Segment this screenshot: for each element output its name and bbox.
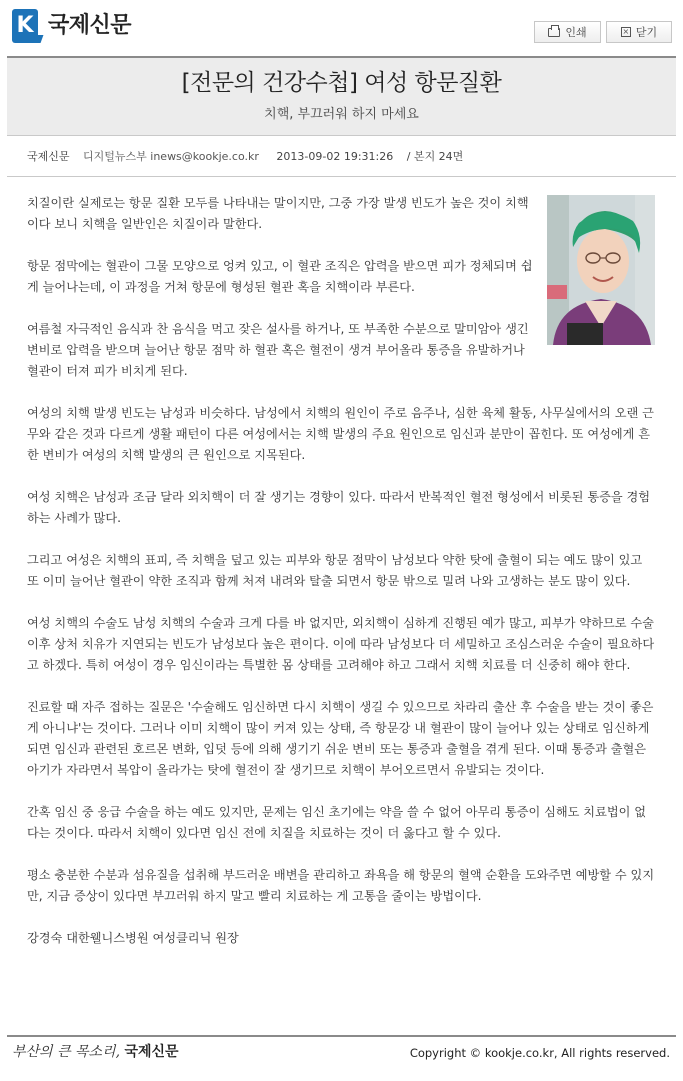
article-body xyxy=(27,193,657,970)
footer-divider xyxy=(7,1035,676,1037)
print-button[interactable] xyxy=(534,21,601,43)
paragraph: 여성 치핵의 수술도 남성 치핵의 수술과 크게 다를 바 없지만, 외치핵이 심하게 진행된 예가 많고, 피부가 약하므로 수술 이후 상처 치유가 지연되는 빈도가 남성보다 높은 편이다. 이에 따라 남성보다 더 세밀하고 조심스러운 수술이 필요하다고 하겠다. 특히 여성이 경우 임신이라는 특별한 몸 상태를 고려해야 하고 그래서 치핵 치료를 더 신중히 해야 한다. xyxy=(27,616,655,672)
title-box xyxy=(7,56,676,136)
paragraph: 여성 치핵은 남성과 조금 달라 외치핵이 더 잘 생기는 경향이 있다. 따라서 반복적인 혈전 형성에서 비롯된 통증을 경험하는 사례가 많다. xyxy=(27,490,651,525)
byline-source: 국제신문 xyxy=(27,150,70,163)
footer-brand: 국제신문 xyxy=(124,1044,179,1060)
paragraph: 항문 점막에는 혈관이 그물 모양으로 엉켜 있고, 이 혈관 조직은 압력을 받으면 피가 정체되며 쉽게 늘어나는데, 이 과정을 거쳐 항문에 형성된 혈관 혹을 치핵이라 부른다. xyxy=(27,259,533,294)
logo-letter: K xyxy=(16,13,34,38)
close-button[interactable] xyxy=(606,21,672,43)
paragraph: 평소 충분한 수분과 섬유질을 섭취해 부드러운 배변을 관리하고 좌욕을 해 항문의 혈액 순환을 도와주면 예방할 수 있지만, 지금 증상이 있다면 부끄러워 하지 말고 빨리 치료하는 게 고통을 줄이는 방법이다. xyxy=(27,868,655,903)
byline-page: / 본지 24면 xyxy=(406,150,464,163)
logo[interactable] xyxy=(12,9,131,43)
article-title: [전문의 건강수첩] 여성 항문질환 xyxy=(181,70,502,96)
logo-mark xyxy=(12,9,38,43)
author-signature: 강경숙 대한웰니스병원 여성클리닉 원장 xyxy=(27,931,239,945)
print-label: 인쇄 xyxy=(565,26,587,39)
paragraph: 진료할 때 자주 접하는 질문은 '수술해도 임신하면 다시 치핵이 생길 수 있으므로 차라리 출산 후 수술을 받는 것이 좋은 게 아니냐'는 것이다. 그러나 이미 치핵이 많이 커져 있는 상태, 즉 항문강 내 혈관이 많이 늘어나 있는 상태로 임신하게 되면 임신과 관련된 호르몬 변화, 입덧 등에 의해 생기기 쉬운 변비 또는 통증과 출혈을 겪게 된다. 이때 통증과 출혈은 아기가 자라면서 복압이 올라가는 탓에 혈전이 잘 생기므로 치핵이 부어오르면서 유발되는 것이다. xyxy=(27,700,654,777)
printer-icon xyxy=(548,28,560,37)
header xyxy=(0,0,683,52)
paragraph: 여름철 자극적인 음식과 찬 음식을 먹고 잦은 설사를 하거나, 또 부족한 수분으로 말미암아 생긴 변비로 압력을 받으며 늘어난 항문 점막 하 혈관 혹은 혈전이 생겨 부어올라 통증을 유발하거나 혈관이 터져 피가 비치게 된다. xyxy=(27,322,529,378)
byline xyxy=(7,137,676,177)
byline-reporter: 디지털뉴스부 inews@kookje.co.kr xyxy=(83,150,259,163)
slogan-text: 부산의 큰 목소리, xyxy=(12,1044,121,1060)
footer-slogan xyxy=(12,1042,179,1062)
paragraph: 여성의 치핵 발생 빈도는 남성과 비슷하다. 남성에서 치핵의 원인이 주로 음주나, 심한 육체 활동, 사무실에서의 오랜 근무와 같은 것과 다르게 생활 패턴이 다른 여성에서는 치핵 발생의 주요 원인으로 임신과 분만이 꼽힌다. 또 여성에게 흔한 변비가 여성의 치핵 발생의 큰 원인으로 지목된다. xyxy=(27,406,654,462)
logo-text: 국제신문 xyxy=(48,13,132,38)
paragraph: 그리고 여성은 치핵의 표피, 즉 치핵을 덮고 있는 피부와 항문 점막이 남성보다 약한 탓에 출혈이 되는 예도 많이 있고 또 이미 늘어난 혈관이 약한 조직과 함께 처져 내려와 탈출 되면서 항문 밖으로 밀려 나와 고생하는 분도 많이 있다. xyxy=(27,553,643,588)
paragraph: 치질이란 실제로는 항문 질환 모두를 나타내는 말이지만, 그중 가장 발생 빈도가 높은 것이 치핵이다 보니 치핵을 일반인은 치질이라 말한다. xyxy=(27,196,529,231)
copyright: Copyright © kookje.co.kr, All rights reserved. xyxy=(409,1046,670,1060)
article-subtitle: 치핵, 부끄러워 하지 마세요 xyxy=(264,107,419,122)
close-icon: × xyxy=(622,27,630,36)
byline-datetime: 2013-09-02 19:31:26 xyxy=(276,150,394,163)
close-label: 닫기 xyxy=(635,26,658,39)
paragraph: 간혹 임신 중 응급 수술을 하는 예도 있지만, 문제는 임신 초기에는 약을 쓸 수 없어 아무리 통증이 심해도 치료법이 없다는 것이다. 따라서 치핵이 있다면 임신 전에 치질을 치료하는 것이 더 옳다고 할 수 있다. xyxy=(27,805,647,840)
